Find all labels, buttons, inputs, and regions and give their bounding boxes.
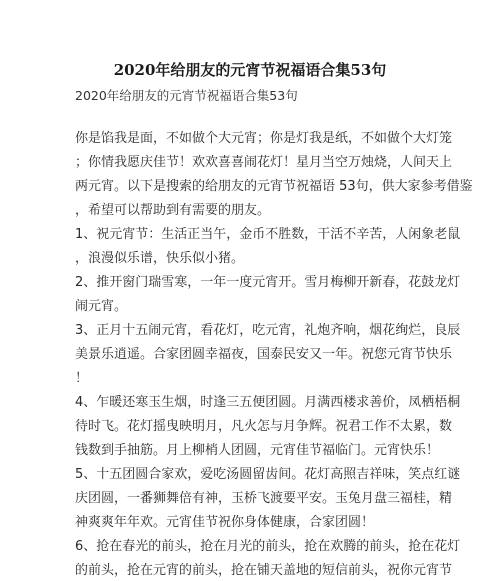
body-line: 庆团圆，一番狮舞倍有神，玉桥飞渡要平安。玉兔月盘三福桂，精: [75, 491, 453, 506]
body-line: 两元宵。以下是搜索的给朋友的元宵节祝福语 53句，供大家参考借鉴: [75, 179, 473, 194]
body-line: ！: [75, 371, 89, 386]
body-line: 1、祝元宵节：生活正当午，金币不胜数，干活不辛苦，人闲象老鼠: [75, 227, 461, 242]
body-line: 3、正月十五闹元宵，看花灯，吃元宵，礼炮齐响，烟花绚烂，良辰: [75, 323, 461, 338]
body-line: 你是馅我是面，不如做个大元宵；你是灯我是纸，不如做个大灯笼: [75, 131, 453, 146]
body-line: 4、乍暖还寒玉生烟，时逢三五便团圆。月满西楼求善价，凤栖梧桐: [75, 395, 461, 410]
body-line: ；你情我愿庆佳节！欢欢喜喜闹花灯！星月当空万烛烧，人间天上: [75, 155, 453, 170]
document-title: 2020年给朋友的元宵节祝福语合集53句: [113, 61, 387, 79]
body-line: 6、抢在春光的前头，抢在月光的前头，抢在欢腾的前头，抢在花灯: [75, 539, 461, 554]
body-line: ，浪漫似乐谱，快乐似小猪。: [75, 251, 245, 266]
body-line: 美景乐逍遥。合家团圆幸福夜，国泰民安又一年。祝您元宵节快乐: [75, 347, 453, 362]
body-line: 待时飞。花灯摇曳映明月，凡火怎与月争辉。祝君工作不太累，数: [75, 419, 453, 434]
body-line: 神爽爽年年欢。元宵佳节祝你身体健康，合家团圆！: [75, 515, 375, 530]
body-line: 闹元宵。: [75, 299, 128, 314]
body-line: 钱数到手抽筋。月上柳梢人团圆，元宵佳节福临门。元宵快乐！: [75, 443, 440, 458]
body-line: 2、推开窗门瑞雪寒，一年一度元宵开。雪月梅柳开新春，花鼓龙灯: [75, 275, 461, 290]
body-line: 5、十五团圆合家欢，爱吃汤圆留齿间。花灯高照吉祥味，笑点红谜: [75, 467, 461, 482]
body-line: ，希望可以帮助到有需要的朋友。: [75, 203, 271, 218]
document-subtitle: 2020年给朋友的元宵节祝福语合集53句: [75, 88, 298, 103]
body-line: 的前头，抢在元宵的前头，抢在铺天盖地的短信前头，祝你元宵节: [75, 563, 453, 578]
